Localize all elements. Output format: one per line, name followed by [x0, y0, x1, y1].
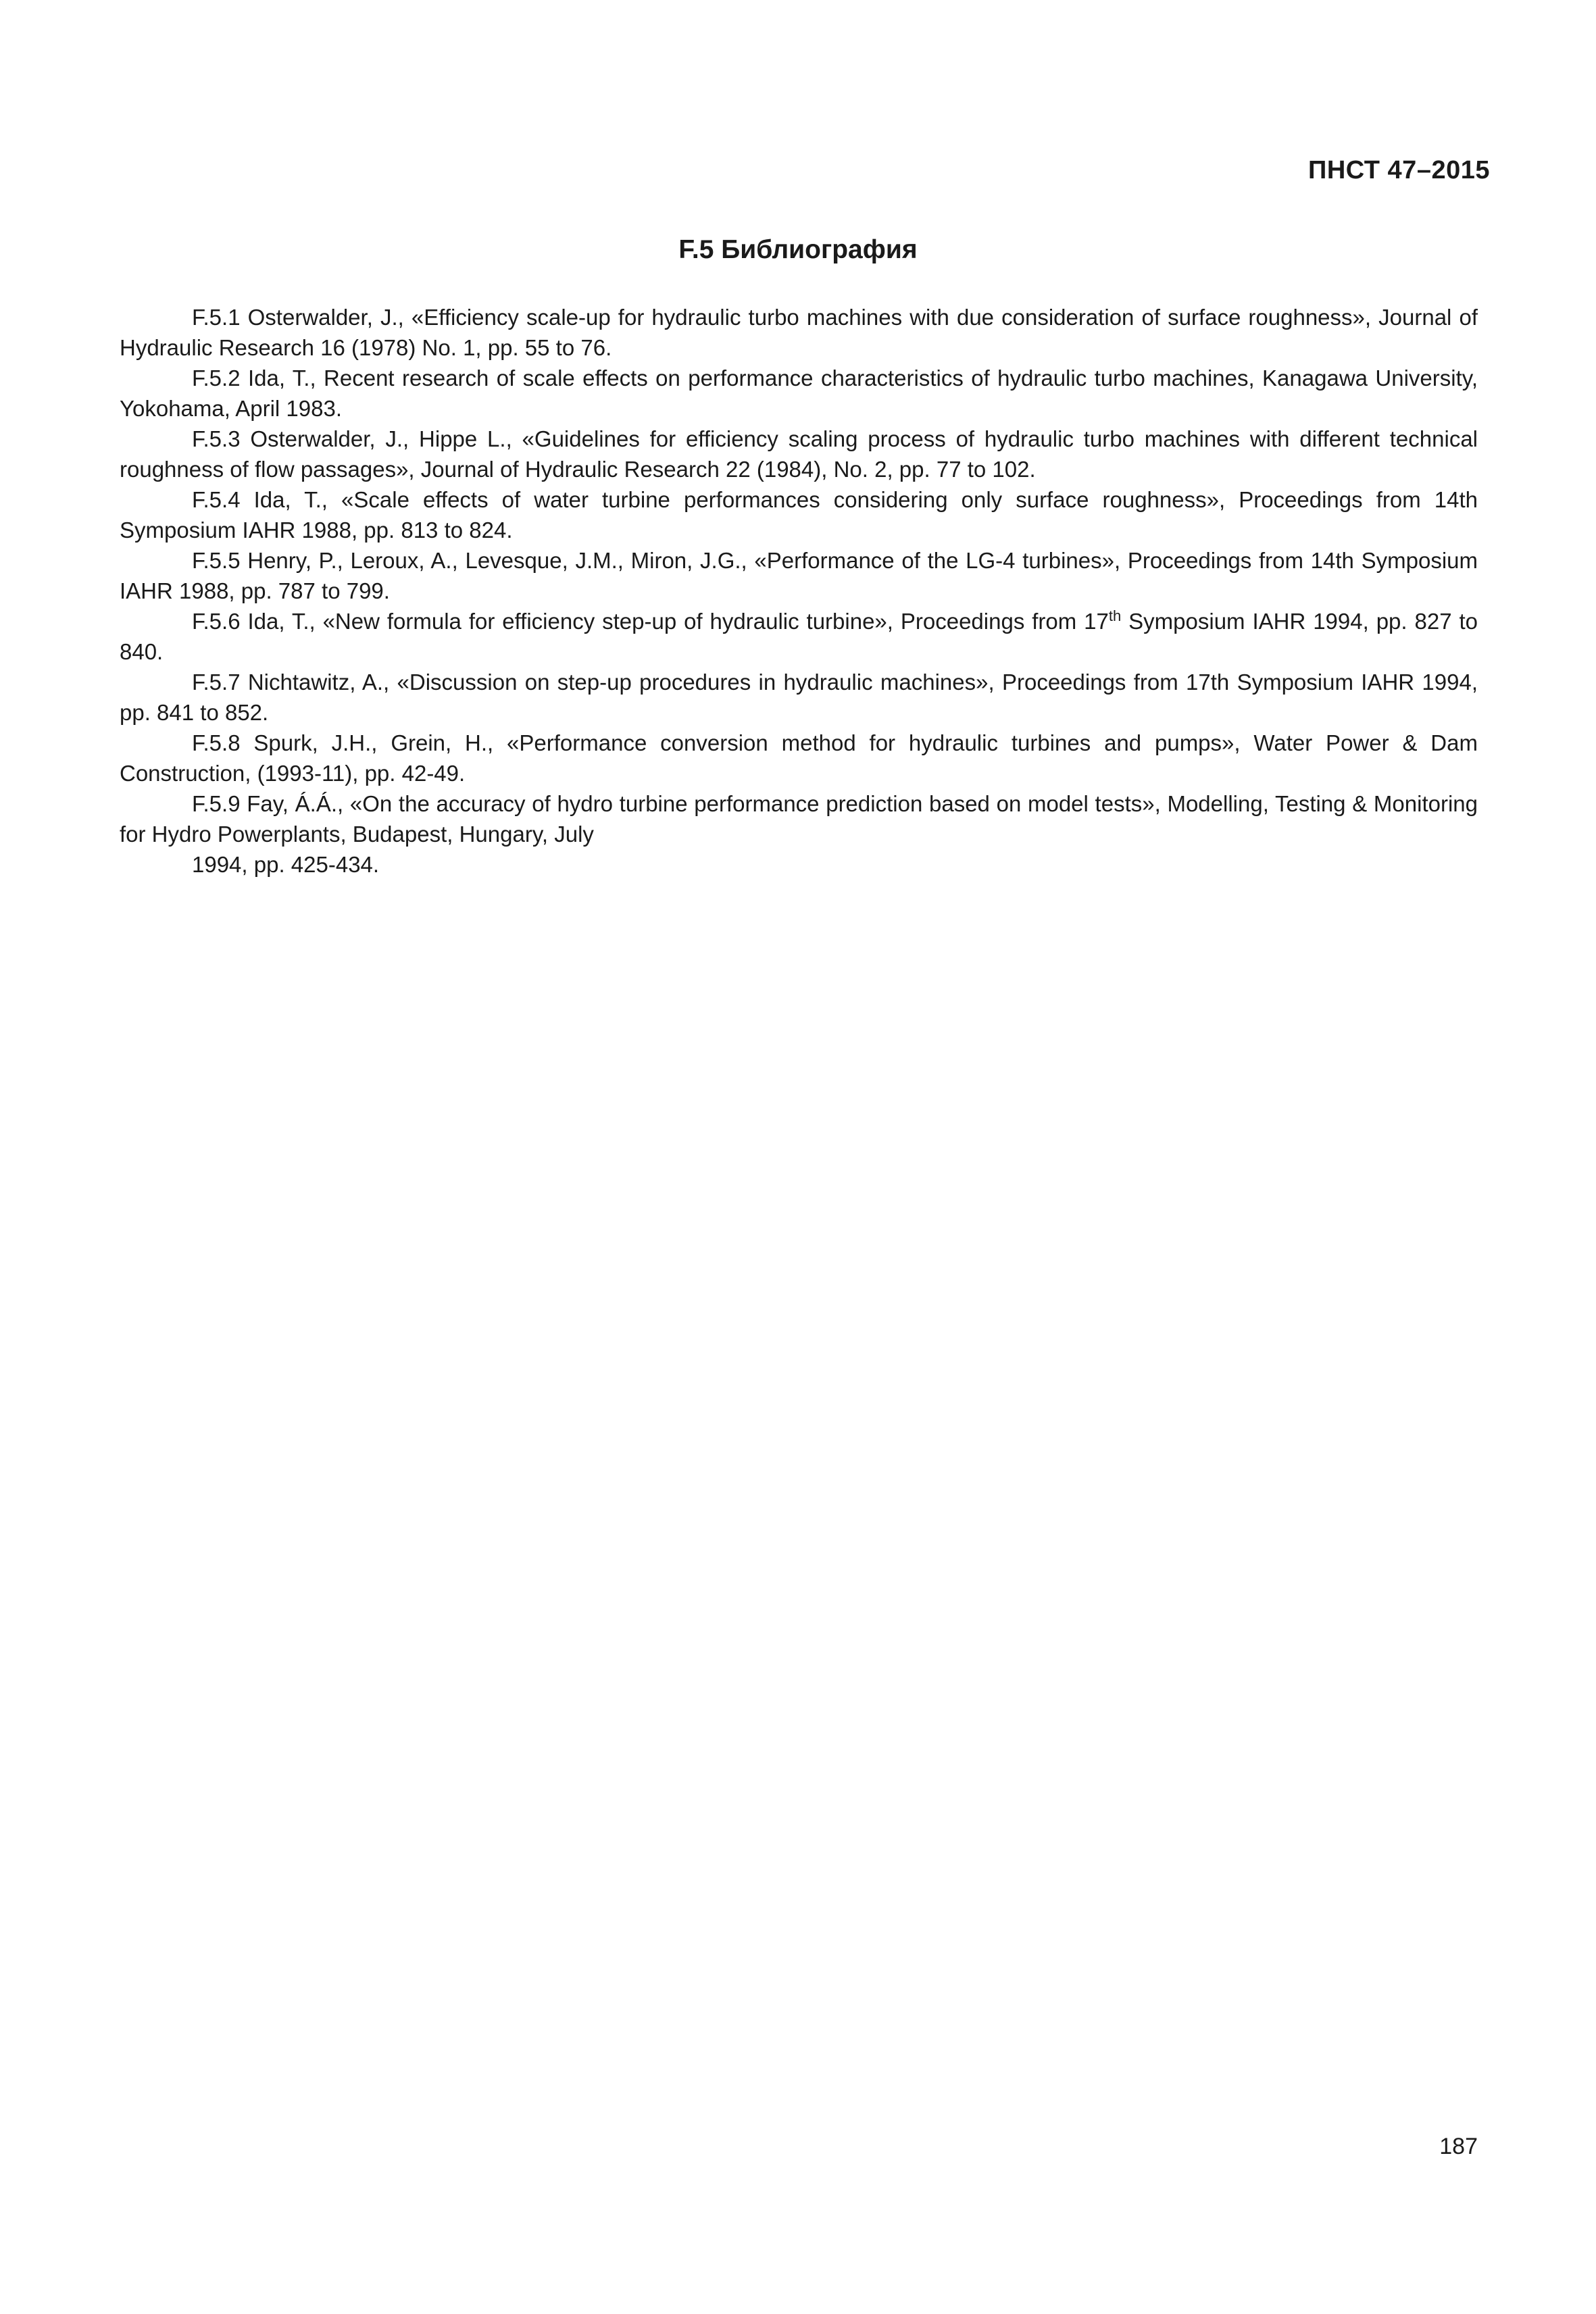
reference-text-part: Symposium IAHR 1994, pp. 827 to 840. — [120, 609, 1478, 664]
section-title: F.5 Библиография — [678, 235, 918, 264]
reference-item: F.5.5 Henry, P., Leroux, A., Levesque, J.M., Miron, J.G., «Performance of the LG-4 turbines», Proceedings from 14th Symposium IAHR 1988, pp. 787 to 799. — [120, 548, 1478, 603]
reference-item: F.5.3 Osterwalder, J., Hippe L., «Guidelines for efficiency scaling process of hydraulic turbo machines with different technical roughness of flow passages», Journal of Hydraulic Research 22 (1984), No. 2, pp. 77 to 102. — [120, 426, 1478, 482]
reference-item: F.5.4 Ida, T., «Scale effects of water turbine performances considering only surface roughness», Proceedings from 14th Symposium IAHR 1988, pp. 813 to 824. — [120, 487, 1478, 543]
reference-item — [120, 606, 1478, 667]
reference-item: F.5.9 Fay, Á.Á., «On the accuracy of hydro turbine performance prediction based on model tests», Modelling, Testing & Monitoring for Hydro Powerplants, Budapest, Hungary, July — [120, 791, 1478, 847]
bibliography-list — [120, 302, 1478, 880]
reference-item: F.5.8 Spurk, J.H., Grein, H., «Performance conversion method for hydraulic turbines and pumps», Water Power & Dam Construction, (1993-11), pp. 42-49. — [120, 730, 1478, 786]
document-code: ПНСТ 47–2015 — [1308, 156, 1490, 184]
reference-item-continuation: 1994, pp. 425-434. — [192, 852, 380, 877]
ordinal-superscript: th — [1108, 607, 1122, 624]
reference-item: F.5.7 Nichtawitz, A., «Discussion on step-up procedures in hydraulic machines», Proceedings from 17th Symposium IAHR 1994, pp. 841 to 852. — [120, 670, 1478, 725]
reference-item: F.5.2 Ida, T., Recent research of scale effects on performance characteristics of hydraulic turbo machines, Kanagawa University, Yokohama, April 1983. — [120, 366, 1478, 421]
reference-item: F.5.1 Osterwalder, J., «Efficiency scale-up for hydraulic turbo machines with due consideration of surface roughness», Journal of Hydraulic Research 16 (1978) No. 1, pp. 55 to 76. — [120, 305, 1478, 360]
reference-text-part: F.5.6 Ida, T., «New formula for efficiency step-up of hydraulic turbine», Proceedings from 17 — [192, 609, 1109, 634]
page-number: 187 — [1439, 2134, 1478, 2159]
